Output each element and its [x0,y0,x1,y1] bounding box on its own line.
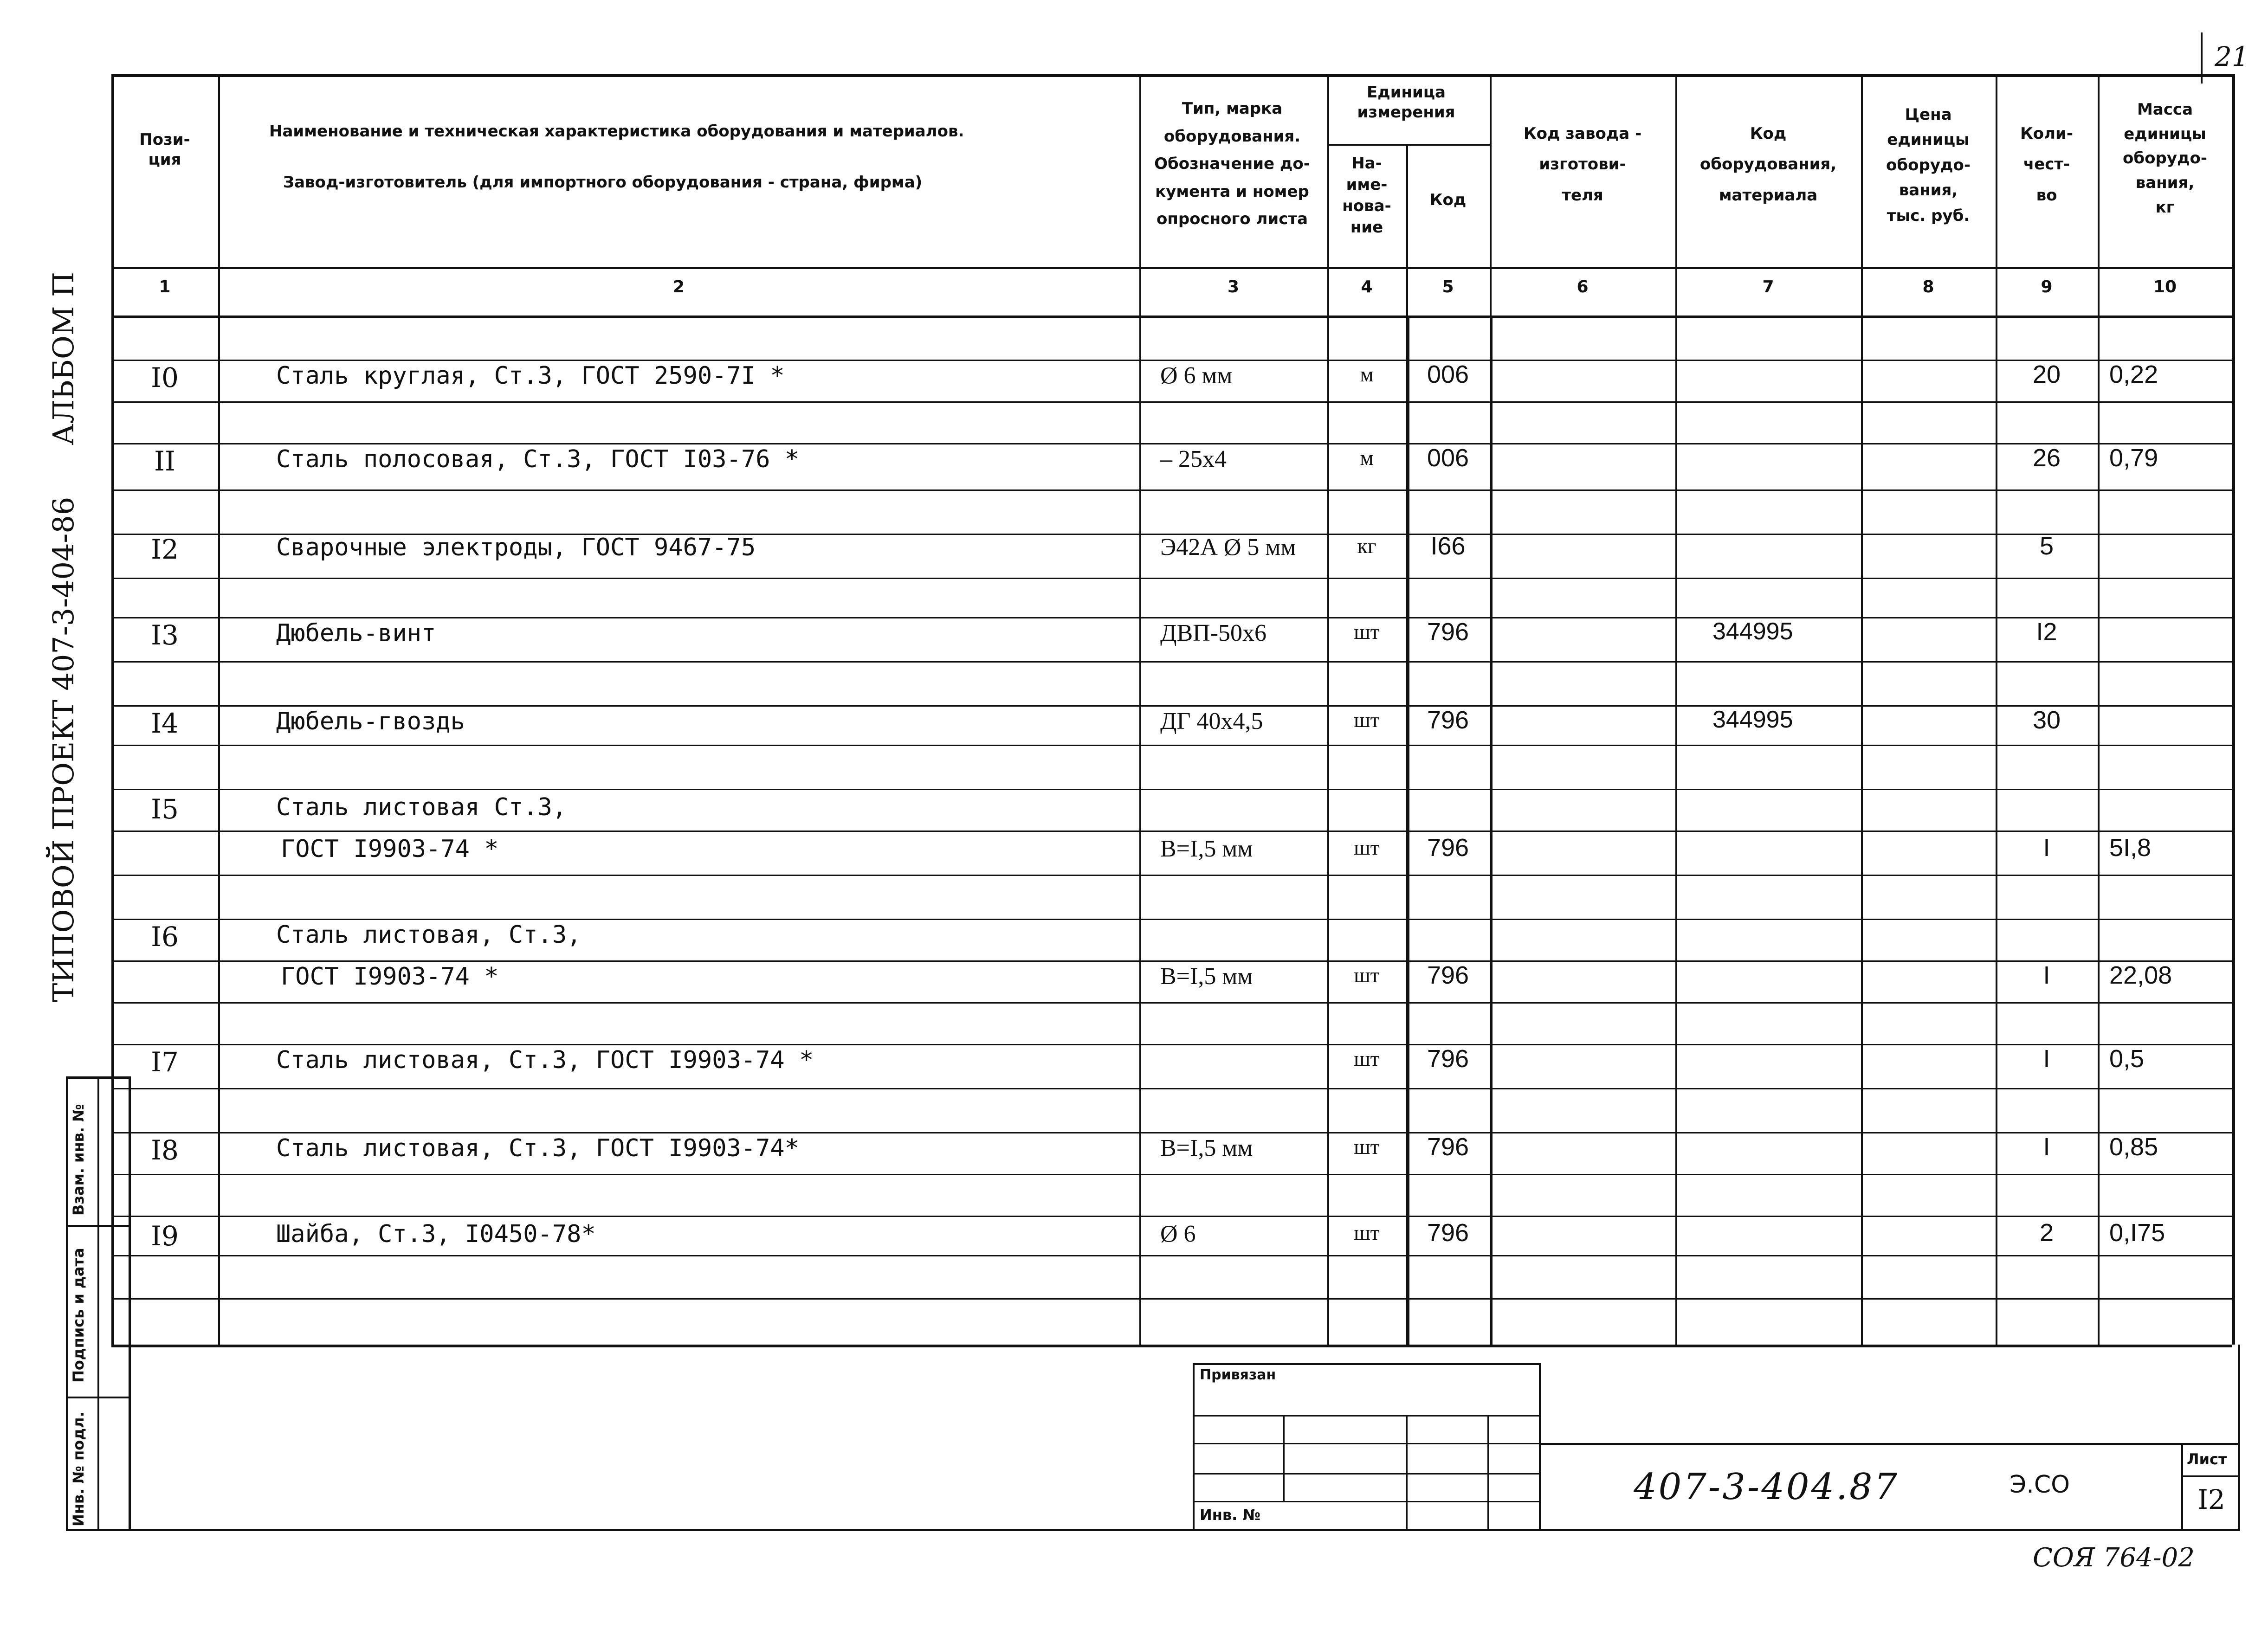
inv-no-label: Инв. № [1200,1506,1260,1524]
row-type: ДВП-50х6 [1160,620,1267,646]
header-plant-code: Код завода - изготови- теля [1523,124,1642,205]
row-type: – 25х4 [1160,446,1227,472]
row-type: Э42А Ø 5 мм [1160,534,1296,560]
row-qty: 2 [2039,1219,2054,1247]
row-qty: 5 [2039,532,2054,560]
row-mass: 0,22 [2109,361,2158,388]
row-qty: I [2043,834,2050,862]
row-equip-code: 344995 [1712,706,1793,733]
column-number: 3 [1227,277,1240,296]
row-qty: I [2043,961,2050,989]
row-unit-code: 796 [1427,1133,1469,1161]
row-unit-code: 006 [1427,444,1469,472]
row-equip-code: 344995 [1712,618,1793,645]
row-qty: I [2043,1133,2050,1161]
row-unit-code: 006 [1427,361,1469,388]
header-price: Цена единицы оборудо- вания, тыс. руб. [1886,105,1971,225]
row-unit: м [1360,446,1374,470]
side-label-project: ТИПОВОЙ ПРОЕКТ 407-3-404-86 [46,496,80,1002]
row-name: Дюбель-винт [276,619,436,647]
column-number: 8 [1922,277,1934,296]
header-unit-group: Единица измерения [1357,83,1455,122]
row-position: I6 [151,921,179,953]
header-name-line2: Завод-изготовитель (для импортного оборудования - страна, фирма) [283,173,923,192]
row-unit-code: 796 [1427,706,1469,734]
column-number: 7 [1762,277,1774,296]
row-unit: кг [1357,534,1376,558]
row-type: В=I,5 мм [1160,836,1253,862]
row-unit: шт [1354,1135,1380,1159]
stamp-inv-no-orig: Инв. № подл. [70,1411,87,1526]
row-position: I2 [151,534,179,565]
header-type: Тип, марка оборудования. Обозначение до- кумента и номер опросного листа [1154,99,1310,228]
row-mass: 0,85 [2109,1133,2158,1161]
row-qty: 26 [2032,444,2061,472]
column-number: 1 [159,277,171,296]
row-unit-code: 796 [1427,618,1469,646]
header-mass: Масса единицы оборудо- вания, кг [2123,100,2207,217]
row-qty: I [2043,1045,2050,1073]
row-unit-code: 796 [1427,961,1469,989]
header-unit-name: На- име- нова- ние [1342,154,1391,237]
row-type: Ø 6 мм [1160,362,1233,389]
row-name: Сталь листовая, Ст.3, ГОСТ I9903-74* [276,1134,800,1162]
header-name-line1: Наименование и техническая характеристика оборудования и материалов. [269,122,964,141]
row-unit: шт [1354,1221,1380,1244]
row-mass: 0,79 [2109,444,2158,472]
row-qty: 30 [2032,706,2061,734]
row-name: Сталь листовая, Ст.3, [276,921,582,949]
row-mass: 0,I75 [2109,1219,2165,1247]
row-mass: 0,5 [2109,1045,2145,1073]
sheet-label: Лист [2187,1450,2227,1468]
column-number: 4 [1361,277,1373,296]
row-name: Дюбель-гвоздь [276,708,465,735]
stamp-vzam-inv: Взам. инв. № [70,1104,87,1216]
row-name: Шайба, Ст.3, I0450-78* [276,1220,596,1248]
column-number: 10 [2153,277,2177,296]
row-position: I9 [151,1220,179,1252]
row-position: I7 [151,1046,179,1078]
row-position: I3 [151,619,179,651]
row-name: Сталь круглая, Ст.3, ГОСТ 2590-7I * [276,362,785,390]
row-unit: шт [1354,963,1380,987]
header-position: Пози- ция [139,130,190,169]
row-mass: 5I,8 [2109,834,2152,862]
document-code: 407-3-404.87 [1634,1466,1900,1508]
column-number: 9 [2041,277,2053,296]
row-name: Сталь листовая Ст.3, [276,793,567,821]
side-label-album: АЛЬБОМ П [46,271,80,445]
row-position: I5 [151,793,179,825]
row-position: I4 [151,708,179,739]
row-unit: шт [1354,836,1380,859]
row-type: ДГ 40х4,5 [1160,708,1263,734]
row-unit-code: 796 [1427,834,1469,862]
header-equip-code: Код оборудования, материала [1699,124,1837,205]
row-name-cont: ГОСТ I9903-74 * [281,835,499,863]
stamp-sign-date: Подпись и дата [70,1248,87,1383]
privyazan-label: Привязан [1200,1367,1276,1383]
footer-code: СОЯ 764-02 [2033,1543,2195,1573]
column-number: 2 [672,277,685,296]
row-unit-code: I66 [1430,532,1466,560]
row-type: В=I,5 мм [1160,963,1253,990]
row-name: Сварочные электроды, ГОСТ 9467-75 [276,534,756,561]
row-qty: I2 [2036,618,2057,646]
column-number: 6 [1577,277,1589,296]
sheet-number: I2 [2197,1484,2225,1515]
header-unit-code: Код [1429,191,1467,209]
row-unit-code: 796 [1427,1219,1469,1247]
row-name-cont: ГОСТ I9903-74 * [281,963,499,991]
corner-sheet-number: 21 [2215,41,2249,72]
row-unit: шт [1354,1047,1380,1070]
column-number: 5 [1442,277,1454,296]
row-position: I0 [151,362,179,393]
row-qty: 20 [2032,361,2061,388]
row-type: В=I,5 мм [1160,1135,1253,1161]
section-code: Э.СО [2010,1471,2070,1499]
row-unit: м [1360,362,1374,386]
row-position: I8 [151,1134,179,1166]
row-position: II [154,445,175,477]
row-unit-code: 796 [1427,1045,1469,1073]
row-unit: шт [1354,708,1380,732]
row-mass: 22,08 [2109,961,2172,989]
row-type: Ø 6 [1160,1221,1196,1247]
row-name: Сталь листовая, Ст.3, ГОСТ I9903-74 * [276,1046,814,1074]
row-name: Сталь полосовая, Ст.3, ГОСТ I03-76 * [276,445,800,473]
header-qty: Коли- чест- во [2020,124,2073,205]
row-unit: шт [1354,620,1380,644]
title-block-frame [131,1345,2240,1531]
